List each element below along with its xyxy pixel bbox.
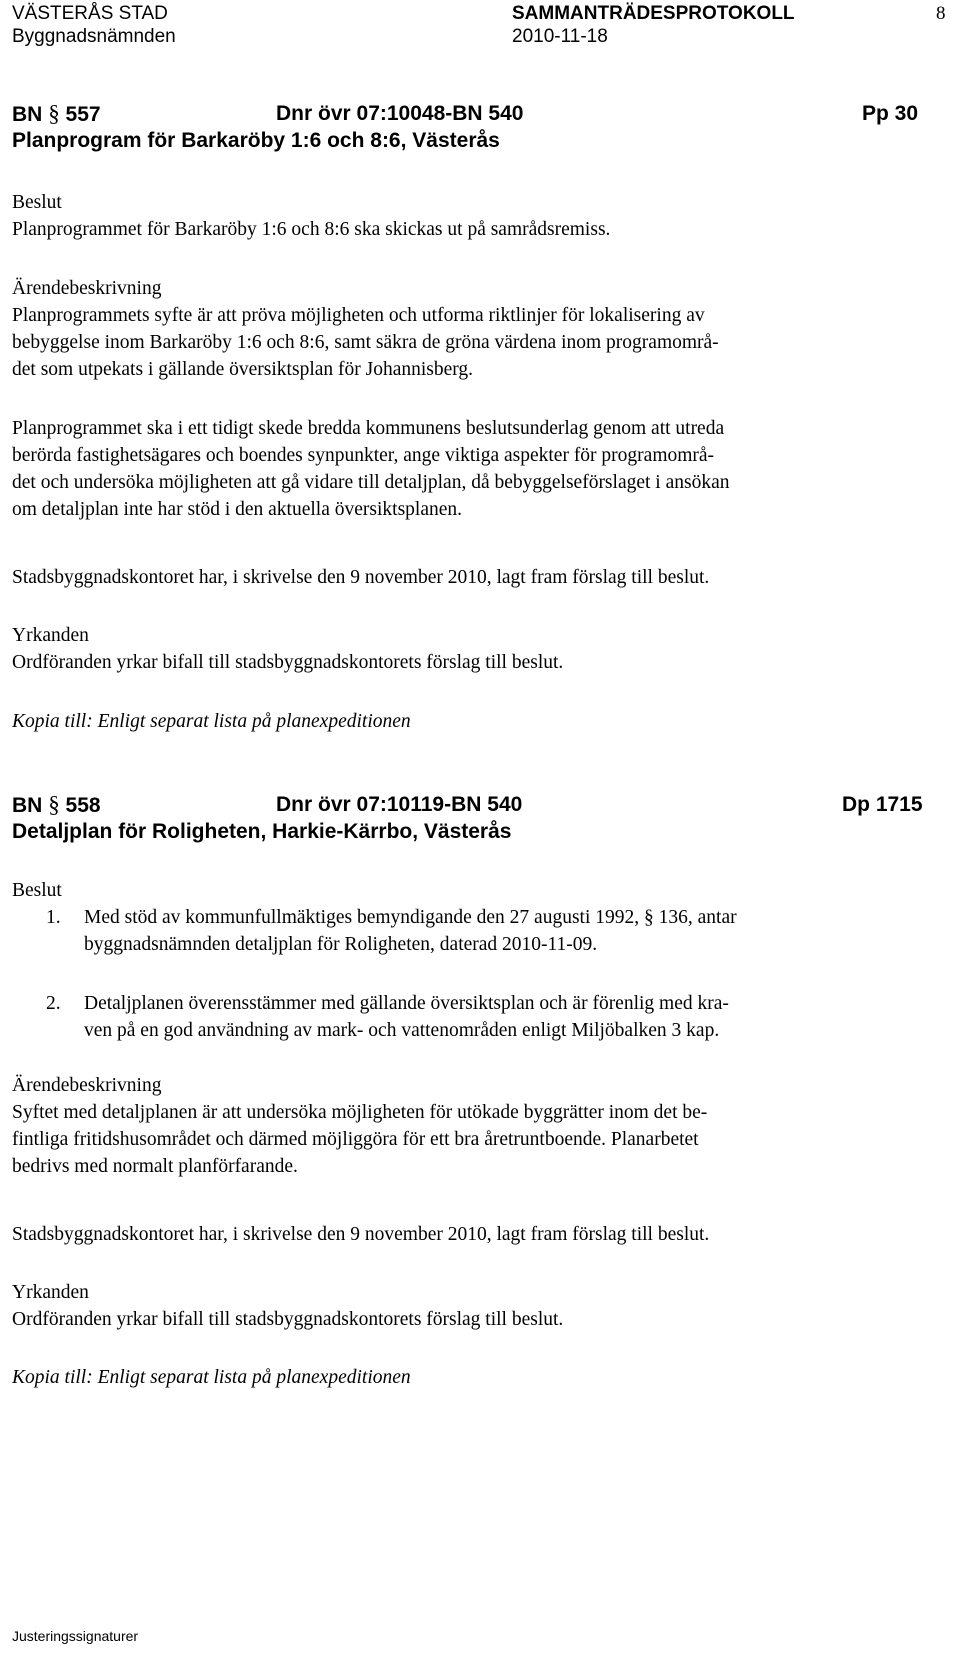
- section-557-dnr: Dnr övr 07:10048-BN 540: [276, 102, 524, 125]
- beslut-item-number: 2.: [46, 993, 61, 1014]
- section-558-title: Detaljplan för Roligheten, Harkie-Kärrbo, Västerås: [12, 820, 512, 843]
- section-558-arende-p1-line2: fintliga fritidshusområdet och därmed möjliggöra för ett bra åretruntboende. Planarbetet: [12, 1129, 699, 1150]
- header-department: Byggnadsnämnden: [12, 26, 176, 47]
- beslut-item-2-line1: Detaljplanen överensstämmer med gällande översiktsplan och är förenlig med kra-: [84, 993, 729, 1014]
- section-557-beslut-label: Beslut: [12, 192, 62, 213]
- section-557-title: Planprogram för Barkaröby 1:6 och 8:6, Västerås: [12, 129, 500, 152]
- section-557-arende-p2-line2: berörda fastighetsägares och boendes synpunkter, ange viktiga aspekter för programområ-: [12, 445, 715, 466]
- section-558-yrkanden-label: Yrkanden: [12, 1282, 89, 1303]
- section-557-arende-p1-line3: det som utpekats i gällande översiktsplan för Johannisberg.: [12, 359, 474, 380]
- section-bn-label: BN: [12, 103, 43, 126]
- page-number: 8: [936, 3, 946, 24]
- beslut-item-2: [46, 990, 729, 1041]
- section-557-arende-p3: Stadsbyggnadskontoret har, i skrivelse den 9 november 2010, lagt fram förslag till beslut.: [12, 567, 710, 588]
- section-557-arende-p2-line3: det och undersöka möjligheten att gå vidare till detaljplan, då bebyggelseförslaget i ansökan: [12, 472, 730, 493]
- section-number: 558: [65, 794, 101, 817]
- beslut-item-1-text-post: 136, antar: [658, 907, 737, 928]
- section-bn-label: BN: [12, 794, 43, 817]
- section-557-arende-p1-line1: Planprogrammets syfte är att pröva möjligheten och utforma riktlinjer för lokalisering av: [12, 305, 705, 326]
- section-symbol: §: [48, 101, 60, 126]
- section-557-yrkanden-label: Yrkanden: [12, 625, 89, 646]
- section-symbol: §: [48, 792, 60, 817]
- section-558-beslut-label: Beslut: [12, 880, 62, 901]
- section-557-arende-p2-line1: Planprogrammet ska i ett tidigt skede bredda kommunens beslutsunderlag genom att utreda: [12, 418, 725, 439]
- footer-signatures-label: Justeringssignaturer: [12, 1628, 139, 1644]
- beslut-item-2-line2: ven på en god användning av mark- och vattenområden enligt Miljöbalken 3 kap.: [84, 1020, 720, 1041]
- section-558-arende-p1-line1: Syftet med detaljplanen är att undersöka möjligheten för utökade byggrätter inom det be-: [12, 1102, 708, 1123]
- beslut-item-1: [46, 904, 737, 955]
- section-558-ref: Dp 1715: [842, 793, 923, 816]
- beslut-item-number: 1.: [46, 907, 61, 928]
- section-557-arende-label: Ärendebeskrivning: [12, 278, 162, 299]
- beslut-item-1-text-pre: Med stöd av kommunfullmäktiges bemyndigande den 27 augusti 1992,: [84, 907, 640, 928]
- section-557-beslut-text: Planprogrammet för Barkaröby 1:6 och 8:6 ska skickas ut på samrådsremiss.: [12, 219, 611, 240]
- section-558-kopia: Kopia till: Enligt separat lista på planexpeditionen: [12, 1367, 411, 1388]
- section-558-arende-label: Ärendebeskrivning: [12, 1075, 162, 1096]
- section-558-heading: [12, 792, 101, 819]
- section-557-ref: Pp 30: [862, 102, 919, 125]
- header-date: 2010-11-18: [512, 26, 608, 47]
- section-558-yrkanden-text: Ordföranden yrkar bifall till stadsbyggnadskontorets förslag till beslut.: [12, 1309, 564, 1330]
- section-557-arende-p2-line4: om detaljplan inte har stöd i den aktuella översiktsplanen.: [12, 499, 463, 520]
- beslut-item-1-symbol: §: [644, 907, 654, 928]
- header-doc-type: SAMMANTRÄDESPROTOKOLL: [512, 3, 795, 24]
- section-558-arende-p2: Stadsbyggnadskontoret har, i skrivelse den 9 november 2010, lagt fram förslag till beslut.: [12, 1224, 710, 1245]
- header-org: VÄSTERÅS STAD: [12, 3, 168, 24]
- beslut-item-1-line2: byggnadsnämnden detaljplan för Roligheten, daterad 2010-11-09.: [84, 934, 598, 955]
- section-557-yrkanden-text: Ordföranden yrkar bifall till stadsbyggnadskontorets förslag till beslut.: [12, 652, 564, 673]
- section-number: 557: [65, 103, 101, 126]
- section-557-kopia: Kopia till: Enligt separat lista på planexpeditionen: [12, 711, 411, 732]
- section-558-dnr: Dnr övr 07:10119-BN 540: [276, 793, 523, 816]
- section-558-arende-p1-line3: bedrivs med normalt planförfarande.: [12, 1156, 298, 1177]
- section-557-heading: [12, 101, 101, 128]
- section-557-arende-p1-line2: bebyggelse inom Barkaröby 1:6 och 8:6, samt säkra de gröna värdena inom programområ-: [12, 332, 719, 353]
